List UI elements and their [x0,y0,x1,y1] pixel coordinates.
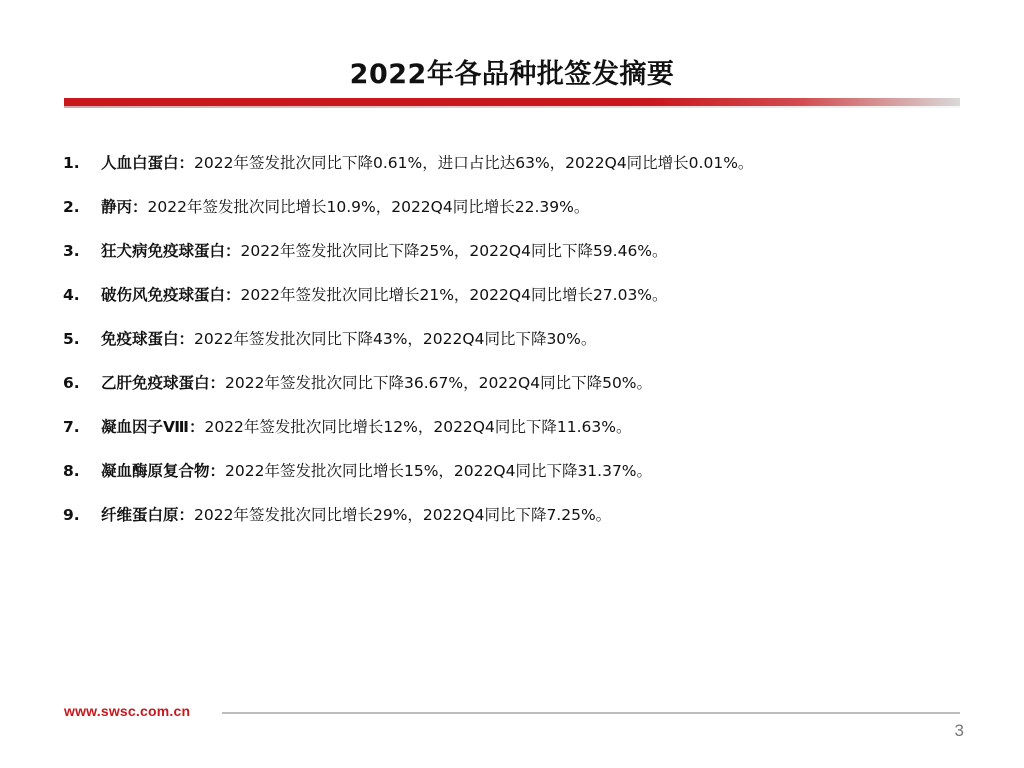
item-name: 免疫球蛋白 [101,330,179,348]
summary-item-8 [63,456,963,500]
item-name: 凝血因子Ⅷ [101,418,189,436]
item-separator: ： [178,154,195,172]
item-text: 2022年签发批次同比下降36.67%，2022Q4同比下降50%。 [225,374,653,392]
item-name: 纤维蛋白原 [101,506,179,524]
item-name: 狂犬病免疫球蛋白 [101,242,226,260]
item-separator: ： [178,330,195,348]
item-text: 2022年签发批次同比下降25%，2022Q4同比下降59.46%。 [240,242,668,260]
summary-item-7 [63,412,963,456]
item-number: 3. [63,242,80,260]
item-text: 2022年签发批次同比增长15%，2022Q4同比下降31.37%。 [225,462,653,480]
footer-divider [222,712,960,714]
item-separator: ： [132,198,148,216]
item-name: 乙肝免疫球蛋白 [101,374,210,392]
item-separator: ： [225,286,241,304]
item-text: 2022年签发批次同比下降43%，2022Q4同比下降30%。 [194,330,597,348]
footer-website-link[interactable]: www.swsc.com.cn [64,703,191,719]
item-number: 9. [63,506,80,524]
item-text: 2022年签发批次同比增长10.9%，2022Q4同比增长22.39%。 [147,198,590,216]
summary-item-6 [63,368,963,412]
item-name: 静丙 [101,198,133,216]
page-number: 3 [954,721,964,740]
summary-item-9 [63,500,963,544]
summary-item-1 [63,148,963,192]
item-separator: ： [178,506,195,524]
summary-item-5 [63,324,963,368]
summary-item-2 [63,192,963,236]
item-name: 破伤风免疫球蛋白 [101,286,226,304]
item-number: 4. [63,286,80,304]
item-number: 8. [63,462,80,480]
item-separator: ： [225,242,241,260]
item-name: 凝血酶原复合物 [101,462,210,480]
summary-item-3 [63,236,963,280]
item-number: 5. [63,330,80,348]
item-name: 人血白蛋白 [101,154,179,172]
title-underline-shadow [64,106,960,108]
item-separator: ： [188,418,205,436]
item-text: 2022年签发批次同比增长21%，2022Q4同比增长27.03%。 [240,286,668,304]
slide-title: 2022年各品种批签发摘要 [349,59,675,90]
item-number: 2. [63,198,80,216]
item-text: 2022年签发批次同比增长12%，2022Q4同比下降11.63%。 [204,418,632,436]
item-separator: ： [209,462,226,480]
item-number: 1. [63,154,80,172]
item-number: 7. [63,418,80,436]
item-text: 2022年签发批次同比下降0.61%，进口占比达63%，2022Q4同比增长0.01%。 [194,154,754,172]
summary-list [63,148,963,544]
item-separator: ： [209,374,226,392]
summary-item-4 [63,280,963,324]
item-number: 6. [63,374,80,392]
item-text: 2022年签发批次同比增长29%，2022Q4同比下降7.25%。 [194,506,612,524]
title-underline-bar [64,98,960,106]
